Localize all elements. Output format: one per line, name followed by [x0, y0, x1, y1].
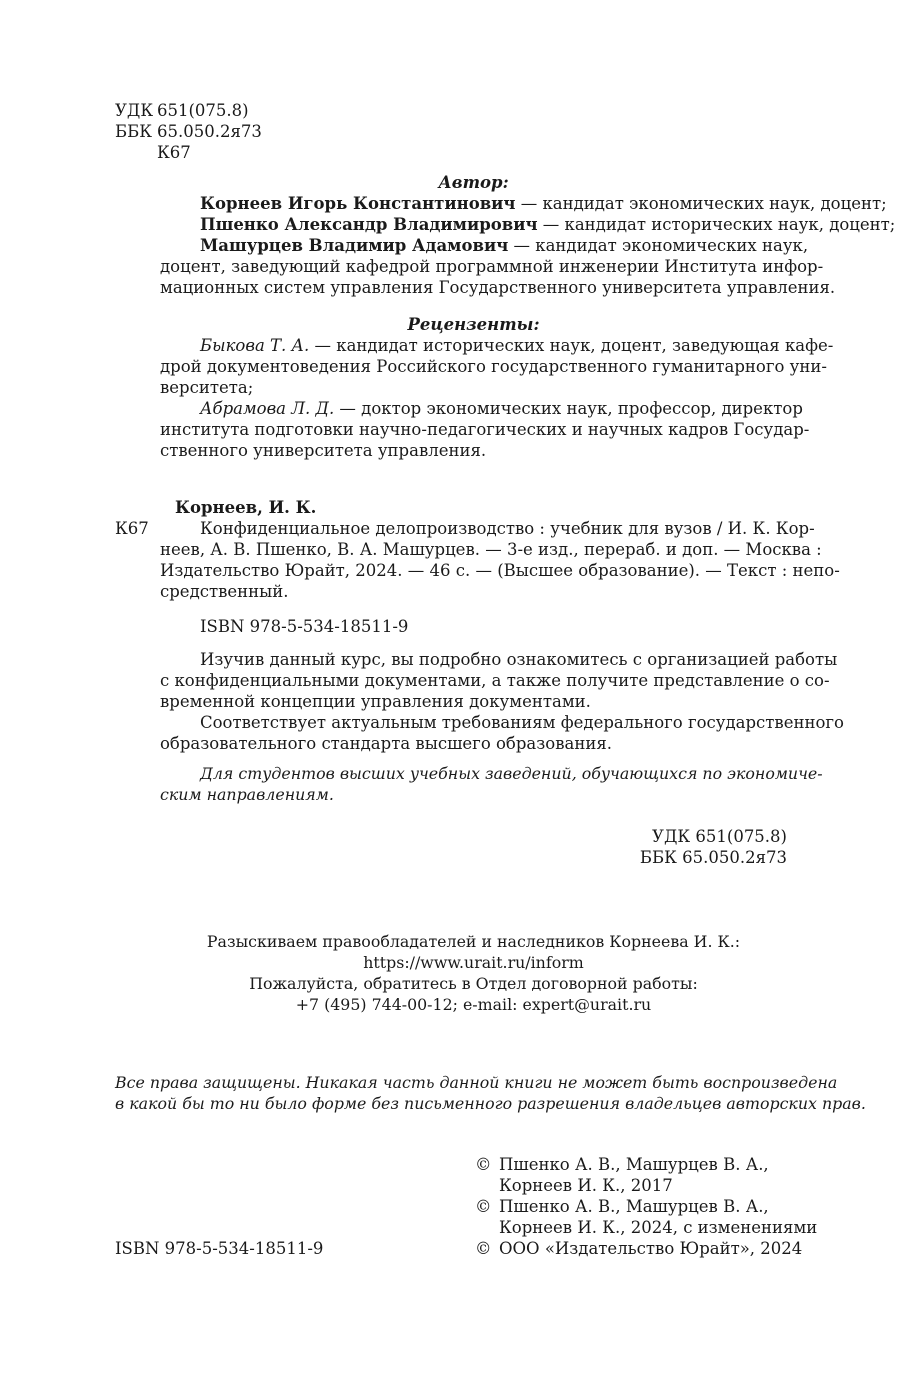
- text-line: с конфиденциальными документами, а также получите представление о со-: [160, 671, 830, 690]
- text-line: Все права защищены. Никакая часть данной книги не может быть воспроизведена: [115, 1073, 838, 1092]
- text-line: института подготовки научно-педагогических и научных кадров Государ-: [160, 420, 810, 439]
- reviewer-desc-continuation: [160, 356, 827, 398]
- author-desc-continuation: [160, 256, 836, 298]
- copyright-icon: ©: [475, 1155, 492, 1174]
- authors-heading: Автор:: [438, 173, 509, 192]
- copyright-icon: ©: [475, 1239, 492, 1258]
- copyright-line: Пшенко А. В., Машурцев В. А.,: [499, 1155, 769, 1174]
- abstract-paragraph-2: Соответствует актуальным требованиям федерального государственного: [200, 713, 844, 732]
- catalog-code: К67: [115, 519, 149, 538]
- copyright-icon: ©: [475, 1197, 492, 1216]
- copyright-item: [475, 1238, 805, 1259]
- text-line: доцент, заведующий кафедрой программной инженерии Института инфор-: [160, 257, 824, 276]
- reviewer-desc: — доктор экономических наук, профессор, директор: [334, 399, 803, 418]
- copyright-line: ООО «Издательство Юрайт», 2024: [499, 1239, 803, 1258]
- text-line: ским направлениям.: [160, 785, 334, 804]
- author-entry: [200, 214, 896, 235]
- reviewer-name: Быкова Т. А.: [200, 336, 310, 355]
- abstract-paragraph-1: Изучив данный курс, вы подробно ознакомитесь с организацией работы: [200, 650, 838, 669]
- copyright-line: Корнеев И. К., 2024, с изменениями: [499, 1218, 818, 1237]
- bbk-code: ББК 65.050.2я73: [639, 848, 787, 867]
- notice-line: Пожалуйста, обратитесь в Отдел договорной работы:: [249, 974, 698, 993]
- reviewer-entry: [200, 398, 803, 419]
- rights-holders-notice: [160, 931, 787, 1015]
- notice-contacts: +7 (495) 744-00-12; e-mail: expert@urait.ru: [295, 995, 652, 1014]
- abstract-audience-continuation: [160, 784, 787, 805]
- classification-block: [115, 100, 262, 163]
- copyright-item: [475, 1154, 805, 1196]
- copyright-line: Пшенко А. В., Машурцев В. А.,: [499, 1197, 769, 1216]
- catalog-title-line: Конфиденциальное делопроизводство : учебник для вузов / И. К. Кор-: [200, 519, 815, 538]
- text-line: средственный.: [160, 582, 289, 601]
- author-mark: К67: [157, 143, 191, 162]
- catalog-isbn: ISBN 978-5-534-18511-9: [200, 617, 409, 636]
- author-desc: — кандидат экономических наук, доцент;: [515, 194, 887, 213]
- author-mark-row: [115, 142, 262, 163]
- author-desc: — кандидат экономических наук,: [508, 236, 809, 255]
- isbn-bottom: ISBN 978-5-534-18511-9: [115, 1239, 324, 1258]
- abstract-audience: Для студентов высших учебных заведений, обучающихся по экономиче-: [200, 764, 823, 783]
- abstract-paragraph-2-continuation: [160, 733, 787, 754]
- reviewer-entry: [200, 335, 834, 356]
- text-line: неев, А. В. Пшенко, В. А. Машурцев. — 3-е изд., перераб. и доп. — Москва :: [160, 540, 822, 559]
- abstract-paragraph-1-continuation: [160, 670, 830, 712]
- text-line: верситета;: [160, 378, 254, 397]
- text-line: мационных систем управления Государственного университета управления.: [160, 278, 836, 297]
- text-line: в какой бы то ни было форме без письменного разрешения владельцев авторских прав.: [115, 1094, 866, 1113]
- notice-url[interactable]: https://www.urait.ru/inform: [363, 953, 584, 972]
- author-name: Корнеев Игорь Константинович: [200, 194, 516, 213]
- author-name: Пшенко Александр Владимирович: [200, 215, 538, 234]
- text-line: дрой документоведения Российского государственного гуманитарного уни-: [160, 357, 827, 376]
- text-line: образовательного стандарта высшего образования.: [160, 734, 612, 753]
- copyright-line: Корнеев И. К., 2017: [499, 1176, 673, 1195]
- reviewer-desc: — кандидат исторических наук, доцент, заведующая кафе-: [309, 336, 834, 355]
- udk-label: УДК: [115, 101, 154, 120]
- reviewer-desc-continuation: [160, 419, 810, 461]
- text-line: ственного университета управления.: [160, 441, 487, 460]
- author-entry: [200, 193, 887, 214]
- reviewer-name: Абрамова Л. Д.: [200, 399, 335, 418]
- bbk-label: ББК: [115, 122, 153, 141]
- authors-list: [200, 193, 896, 256]
- bbk-value: 65.050.2я73: [157, 122, 262, 141]
- reviewers-heading: Рецензенты:: [407, 315, 540, 334]
- notice-line: Разыскиваем правообладателей и наследников Корнеева И. К.:: [206, 932, 741, 951]
- udk-code: УДК 651(075.8): [652, 827, 787, 846]
- bbk-row: [115, 121, 262, 142]
- text-line: временной концепции управления документами.: [160, 692, 591, 711]
- copyright-block: [475, 1154, 818, 1259]
- author-entry: [200, 235, 809, 256]
- udk-row: [115, 100, 262, 121]
- rights-statement: [115, 1072, 866, 1114]
- catalog-description: [160, 539, 840, 602]
- author-name: Машурцев Владимир Адамович: [200, 236, 509, 255]
- copyright-item: [475, 1196, 818, 1238]
- udk-value: 651(075.8): [157, 101, 249, 120]
- text-line: Издательство Юрайт, 2024. — 46 с. — (Высшее образование). — Текст : непо-: [160, 561, 840, 580]
- catalog-heading: Корнеев, И. К.: [175, 498, 317, 517]
- classification-codes-right: [560, 826, 787, 868]
- author-desc: — кандидат исторических наук, доцент;: [537, 215, 896, 234]
